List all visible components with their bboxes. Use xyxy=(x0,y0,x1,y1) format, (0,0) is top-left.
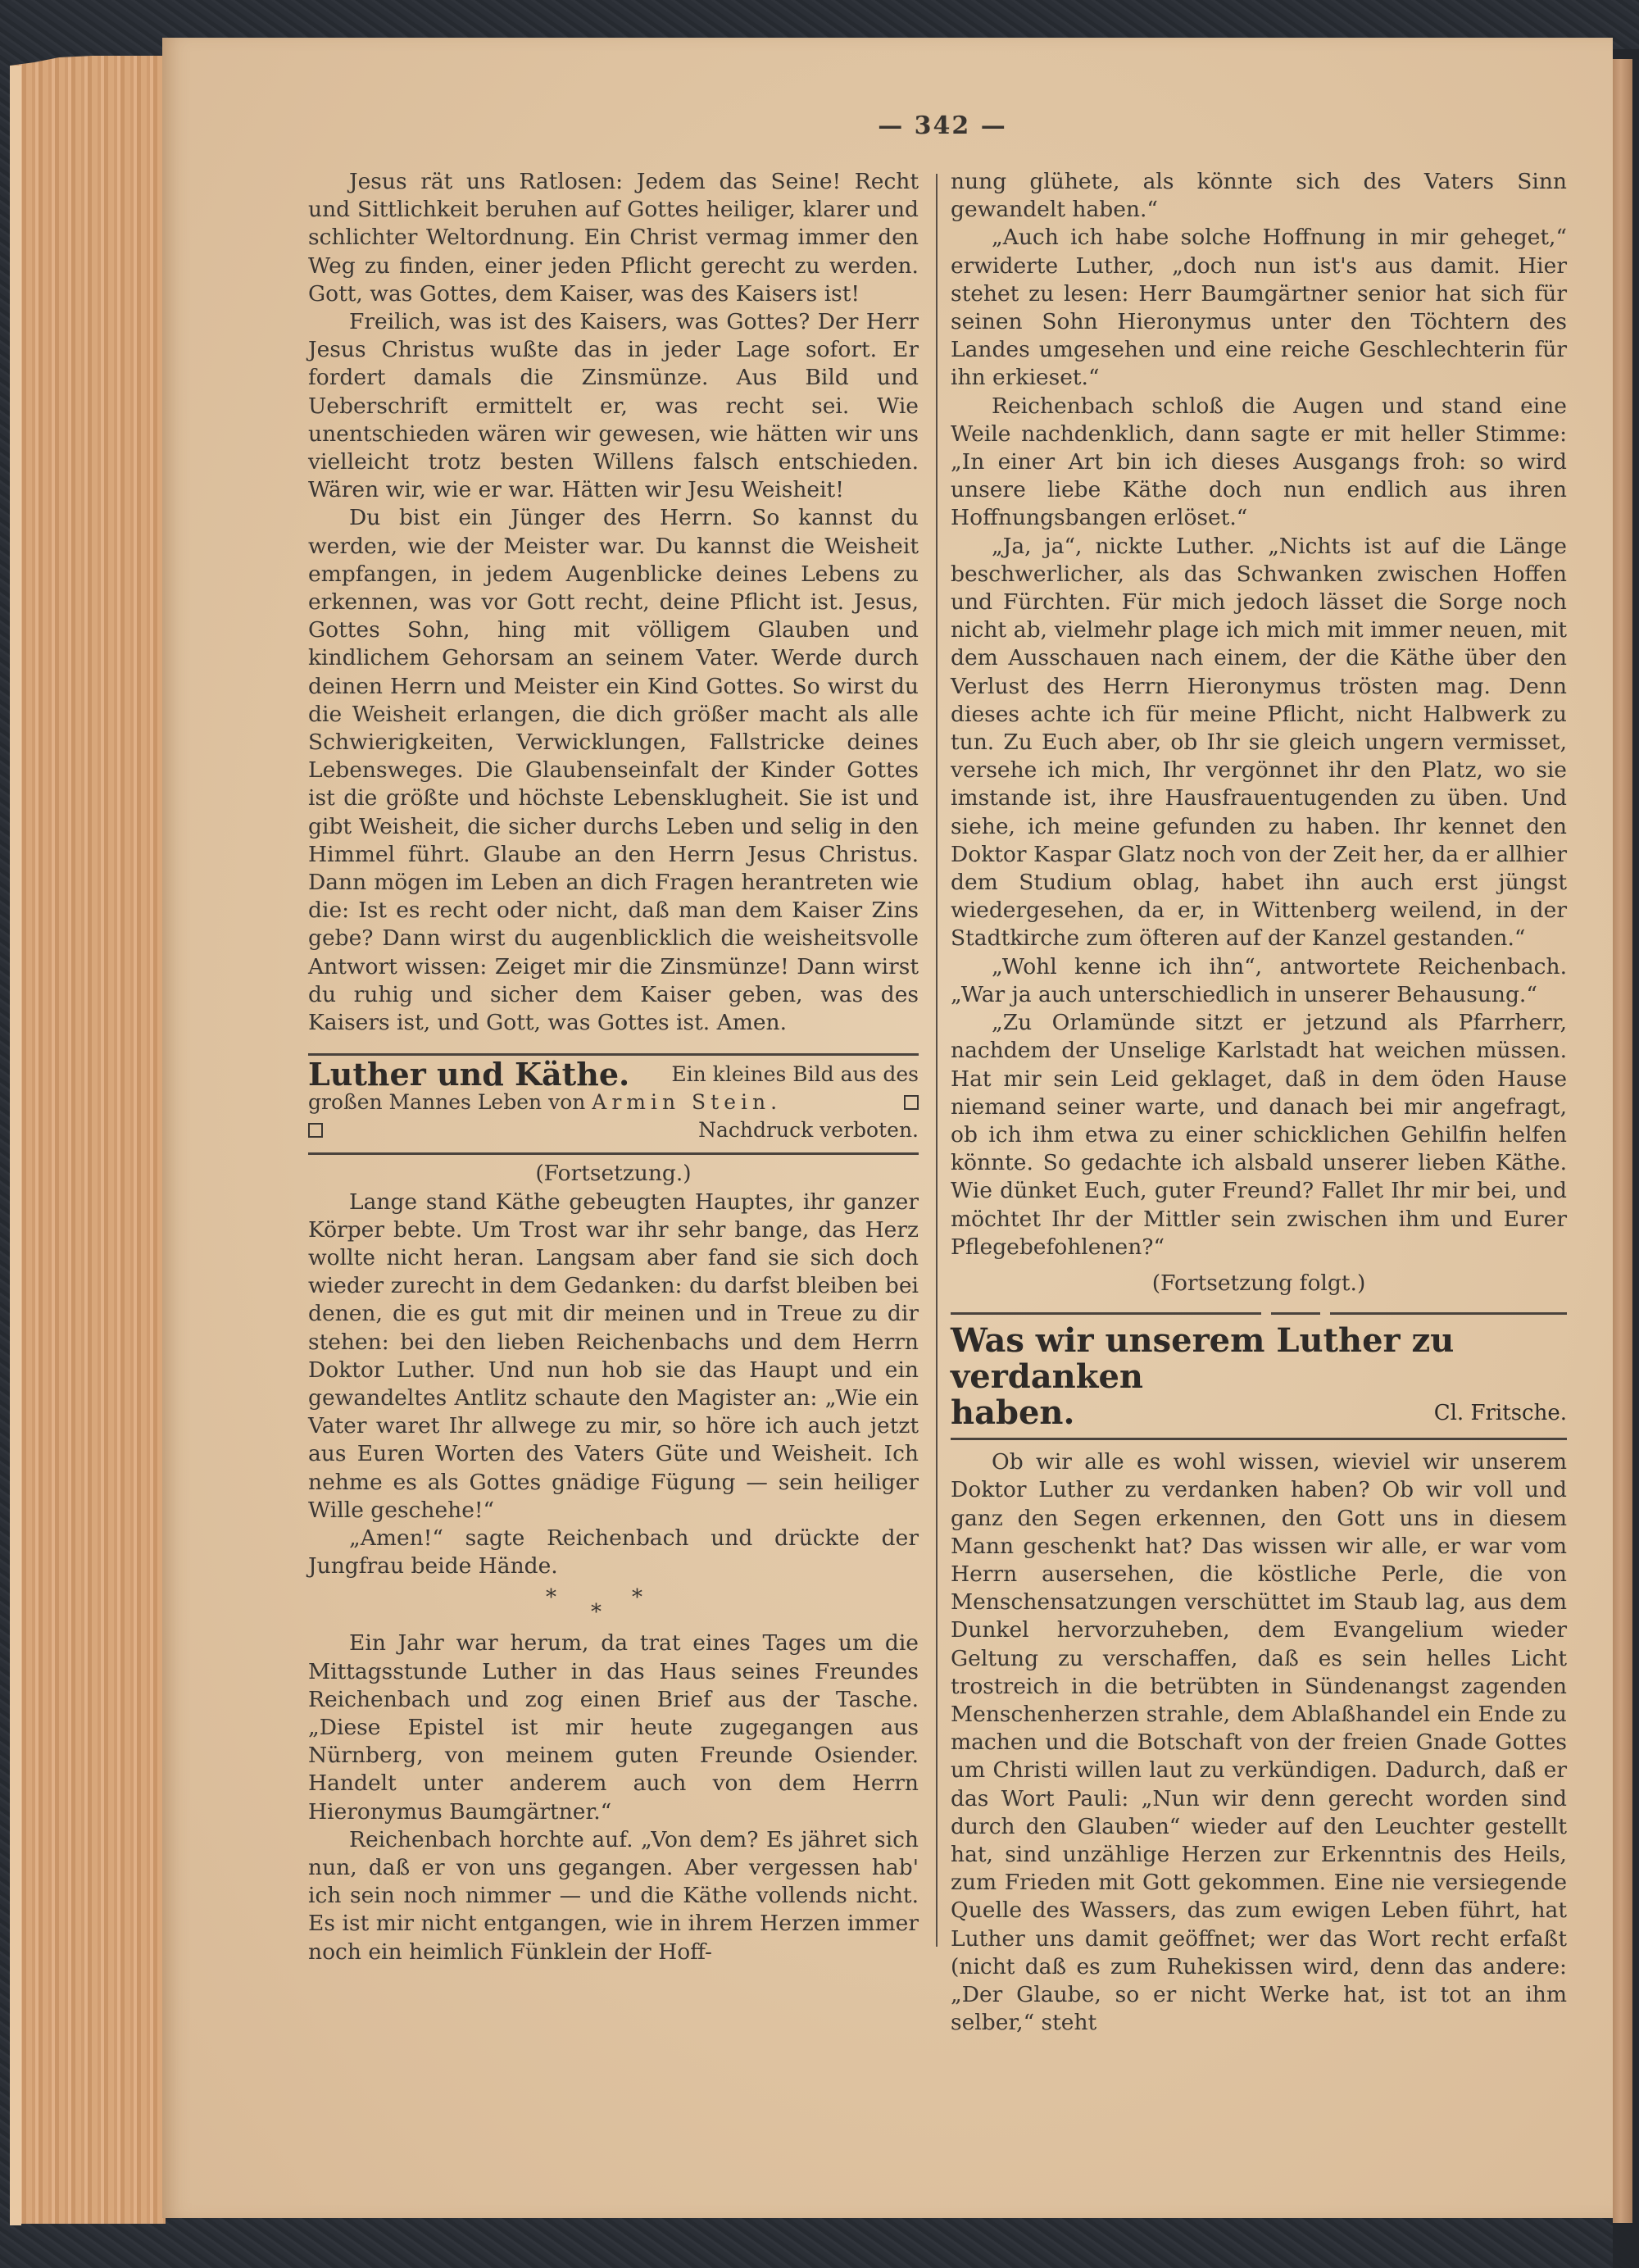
story-paragraph: „Amen!“ sagte Reichenbach und drückte der Jungfrau beide Hände. xyxy=(308,1525,919,1579)
article-paragraph: Ob wir alle es wohl wissen, wieviel wir unserem Doktor Luther zu verdanken haben? Ob wir voll und ganz den Segen erkennen, den Gott uns in diesem Mann geschenkt hat? Das wissen wir alle, er war vom Herrn ausersehen, die köstliche Perle, die von Menschensatzungen verschüttet im Staub lag, aus dem Dunkel hervorzuheben, dem Evangelium wieder Geltung zu verschaffen, daß es sein helles Licht trostreich in die betrübten in Sündenangst zagenden Menschenherzen strahle, dem Ablaßhandel ein Ende zu machen und die Botschaft von der freien Gnade Gottes um Christi willen laut zu verkündigen. Dadurch, daß er das Wort Pauli: „Nun wir denn gerecht worden sind durch den Glauben“ wieder auf den Leuchter gestellt hat, sind unzählige Herzen zur Erkenntnis des Heils, zum Frieden mit Gott gekommen. Eine nie versiegende Quelle des Wassers, das zum ewigen Leben führt, hat Luther uns damit geöffnet; wer das Wort recht erfaßt (nicht daß es zum Ruhekissen wird, denn das andere: „Der Glaube, so er nicht Werke hat, ist tot an ihm selber,“ steht xyxy=(951,1449,1567,2036)
sermon-paragraph: Du bist ein Jünger des Herrn. So kannst du werden, wie der Meister war. Du kannst die Weisheit empfangen, in jedem Augenblicke deines Lebens zu erkennen, was vor Gott recht, deine Pflicht ist. Jesus, Gottes Sohn, hing mit völligem Glauben und kindlichem Gehorsam an seinem Vater. Werde durch deinen Herrn und Meister ein Kind Gottes. So wirst du die Weisheit erlangen, die dich größer macht als alle Schwierigkeiten, Verwicklungen, Fallstricke deines Lebensweges. Die Glaubenseinfalt der Kinder Gottes ist die größte und höchste Lebensklugheit. Sie ist und gibt Weisheit, die sicher durchs Leben und selig in den Himmel führt. Glaube an den Herrn Jesus Christus. Dann mögen im Leben an dich Fragen herantreten wie die: Ist es recht oder nicht, daß man dem Kaiser Zins gebe? Dann wirst du augenblicklich die weisheitsvolle Antwort wissen: Zeiget mir die Zinsmünze! Dann wirst du ruhig und sicher dem Kaiser geben, was des Kaisers ist, und Gott, was Gottes ist. Amen. xyxy=(308,505,919,1036)
right-column xyxy=(951,168,1567,2037)
sermon-paragraph: Freilich, was ist des Kaisers, was Gottes? Der Herr Jesus Christus wußte das in jeder Lage sofort. Er fordert damals die Zinsmünze. Aus Bild und Ueberschrift ermittelt er, was recht sei. Wie unentschieden wären wir gewesen, wie hätten wir uns vielleicht trotz besten Willens falsch entschieden. Wären wir, wie er war. Hätten wir Jesu Weisheit! xyxy=(308,309,919,503)
story-paragraph: „Ja, ja“, nickte Luther. „Nichts ist auf die Länge beschwerlicher, als das Schwanken zwischen Hoffen und Fürchten. Für mich jedoch lässet die Sorge noch nicht ab, vielmehr plage ich mich mit immer neuen, mit dem Ausschauen nach einem, der die Käthe über den Verlust des Herrn Hieronymus trösten mag. Denn dieses achte ich für meine Pflicht, nicht Halbwerk zu tun. Zu Euch aber, ob Ihr sie gleich ungern vermisset, versehe ich mich, Ihr vergönnet ihr den Platz, wo sie imstande ist, ihre Hausfrauentugenden zu üben. Und siehe, ich meine gefunden zu haben. Ihr kennet den Doktor Kaspar Glatz noch von der Zeit her, da er allhier dem Studium oblag, habet ihn auch erst jüngst wiedergesehen, da er, in Wittenberg weilend, in der Stadtkirche zum öfteren auf der Kanzel gestanden.“ xyxy=(951,533,1567,952)
story-paragraph: „Wohl kenne ich ihn“, antwortete Reichenbach. „War ja auch unterschiedlich in unserer Behausung.“ xyxy=(951,953,1567,1007)
square-ornament-icon xyxy=(904,1095,919,1110)
continuation-label: (Fortsetzung.) xyxy=(535,1161,692,1187)
story-paragraph: Lange stand Käthe gebeugten Hauptes, ihr ganzer Körper bebte. Um Trost war ihr sehr bange, das Herz wollte nicht heran. Langsam aber fand sie sich doch wieder zurecht in dem Gedanken: du darfst bleiben bei denen, die es gut mit dir meinen und in Treue zu dir stehen: bei den lieben Reichenbachs und dem Herrn Doktor Luther. Und nun hob sie das Haupt und ein gewandeltes Antlitz schaute den Magister an: „Wie ein Vater waret Ihr allwege zu mir, so höre ich auch jetzt aus Euren Worten des Vaters Güte und Weisheit. Ich nehme es als Gottes gnädige Fügung — sein heiliger Wille geschehe!“ xyxy=(308,1189,919,1523)
story-author: Armin Stein. xyxy=(592,1090,783,1115)
section-rule xyxy=(951,1312,1567,1315)
asterisk: * xyxy=(546,1585,556,1611)
section-rule xyxy=(308,1152,919,1155)
article-title-line2: haben. xyxy=(951,1393,1075,1433)
page-stack-highlight xyxy=(10,66,21,2225)
left-column xyxy=(308,168,919,1966)
story-paragraph: „Auch ich habe solche Hoffnung in mir geheget,“ erwiderte Luther, „doch nun ist's aus damit. Hier stehet zu lesen: Herr Baumgärtner senior hat sich für seinen Sohn Hieronymus unter den Töchtern des Landes umgesehen und eine reiche Geschlechterin für ihn erkieset.“ xyxy=(951,225,1567,391)
story-subtitle-part2: großen Mannes Leben von xyxy=(308,1090,586,1115)
asterisk: * xyxy=(632,1585,642,1611)
article-author: Cl. Fritsche. xyxy=(1433,1401,1567,1426)
section-break xyxy=(308,1580,919,1629)
story-paragraph: nung glühete, als könnte sich des Vaters Sinn gewandelt haben.“ xyxy=(951,169,1567,223)
section-rule xyxy=(951,1438,1567,1440)
story-paragraph: Ein Jahr war herum, da trat eines Tages um die Mittagsstunde Luther in das Haus seines Freundes Reichenbach und zog einen Brief aus der Tasche. „Diese Epistel ist mir heute zugegangen aus Nürnberg, von meinem guten Freunde Osiender. Handelt unter anderem auch von dem Herrn Hieronymus Baumgärtner.“ xyxy=(308,1630,919,1825)
story-subtitle-part1: Ein kleines Bild aus des xyxy=(671,1062,919,1087)
page-number: — 342 — xyxy=(878,111,1007,140)
story-paragraph: Reichenbach horchte auf. „Von dem? Es jähret sich nun, daß er von uns gegangen. Aber vergessen hab' ich sein noch nimmer — und die Käthe vollends nicht. Es ist mir nicht entgangen, wie in ihrem Herzen immer noch ein heimlich Fünklein der Hoff- xyxy=(308,1826,919,1965)
to-be-continued: (Fortsetzung folgt.) xyxy=(1151,1270,1366,1296)
square-ornament-icon xyxy=(308,1123,323,1138)
story-paragraph: Reichenbach schloß die Augen und stand eine Weile nachdenklich, dann sagte er mit heller Stimme: „In einer Art bin ich dieses Ausgangs froh: so wird unsere liebe Käthe doch nun endlich aus ihren Hoffnungsbangen erlöset.“ xyxy=(951,393,1567,531)
article-title-line1: Was wir unserem Luther zu verdanken xyxy=(951,1321,1455,1397)
next-page-edge xyxy=(1613,59,1632,2223)
story-heading xyxy=(308,1056,919,1144)
story-paragraph: „Zu Orlamünde sitzt er jetzund als Pfarrherr, nachdem der Unselige Karlstadt hat weichen müssen. Hat mir sein Leid geklaget, daß in dem öden Hause niemand seiner warte, und danach bei mir angefragt, ob ich ihm etwa zu einer schicklichen Gehilfin helfen könnte. So gedachte ich alsbald unserer lieben Käthe. Wie dünket Euch, guter Freund? Fallet Ihr mir bei, und möchtet Ihr der Mittler sein zwischen ihm und Eurer Pflegebefohlenen?“ xyxy=(951,1010,1567,1260)
story-title: Luther und Käthe. xyxy=(308,1056,630,1093)
sermon-paragraph: Jesus rät uns Ratlosen: Jedem das Seine! Recht und Sittlichkeit beruhen auf Gottes heiliger, klarer und schlichter Weltordnung. Ein Christ vermag immer den Weg zu finden, einer jeden Pflicht gerecht zu werden. Gott, was Gottes, dem Kaiser, was des Kaisers ist! xyxy=(308,169,919,307)
page-stack-edges xyxy=(10,56,166,2224)
column-divider xyxy=(936,174,938,1947)
article-title xyxy=(951,1323,1567,1431)
reprint-notice: Nachdruck verboten. xyxy=(698,1118,919,1143)
asterisk: * xyxy=(591,1600,602,1625)
